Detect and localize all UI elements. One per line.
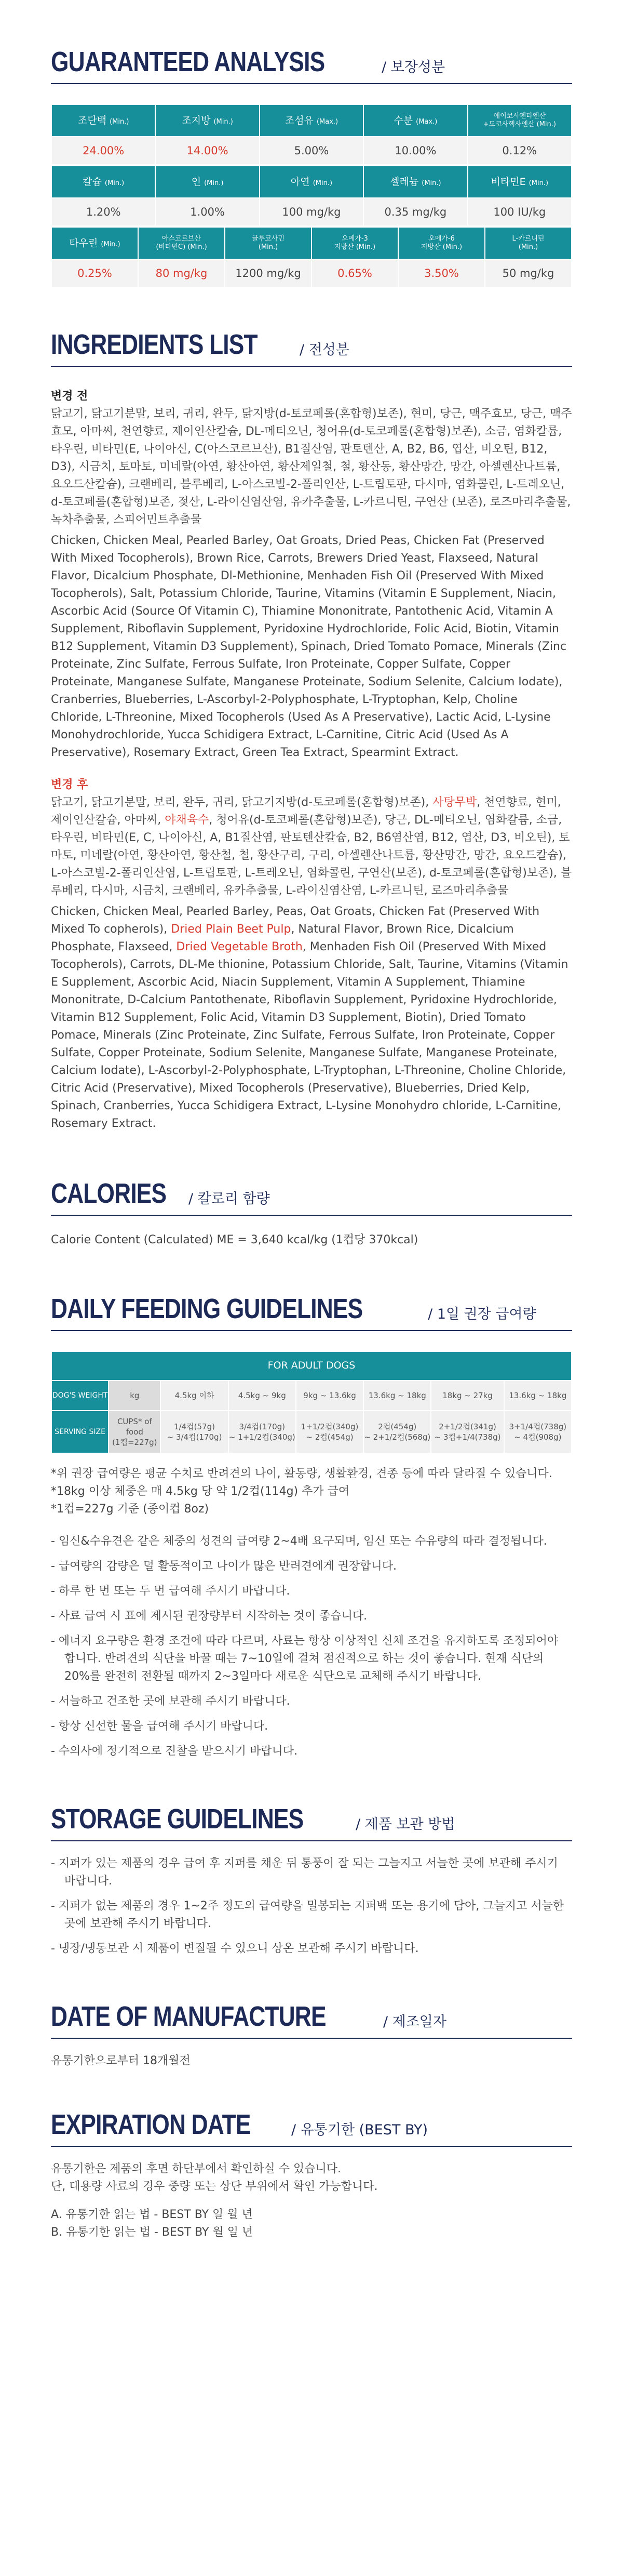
ga-value: 1.00% <box>155 198 259 226</box>
feeding-notes <box>51 1465 572 1518</box>
ga-value: 100 IU/kg <box>468 198 572 226</box>
before-ingredients-en: Chicken, Chicken Meal, Pearled Barley, Oat Groats, Dried Peas, Chicken Fat (Preserved With Mixed Tocopherols), Brown Rice, Carrots, Brewers Dried Yeast, Flaxseed, Natural Flavor, Dicalcium Phosphate, Dl-Methionine, Menhaden Fish Oil (Preserved With Mixed Tocopherols), Salt, Potassium Chloride, Taurine, Vitamins (Vitamin E Supplement, Niacin, Ascorbic Acid (Source Of Vitamin C), Thiamine Mononitrate, Pantothenic Acid, Vitamin A Supplement, Riboflavin Supplement, Pyridoxine Hydrochloride, Folic Acid, Biotin, Vitamin B12 Supplement, Vitamin D3 Supplement), Spinach, Dried Tomato Pomace, Minerals (Zinc Proteinate, Zinc Sulfate, Ferrous Sulfate, Iron Proteinate, Copper Sulfate, Copper Proteinate, Manganese Sulfate, Manganese Proteinate, Sodium Selenite, Calcium Iodate), Cranberries, Blueberries, L-Ascorbyl-2-Polyphosphate, L-Tryptophan, Kelp, Choline Chloride, L-Threonine, Mixed Tocopherols (Used As A Preservative), Lactic Acid, L-Lysine Monohydrochloride, Yucca Schidigera Extract, L-Carnitine, Citric Acid (Used As A Preservative), Rosemary Extract, Green Tea Extract, Spearmint Extract. <box>51 534 567 759</box>
section-subtitle: / 1일 권장 급여량 <box>428 1306 536 1322</box>
weight-cell: 13.6kg ~ 18kg <box>363 1380 431 1411</box>
changed-ingredient: 야채육수 <box>165 814 209 827</box>
list-item: - 에너지 요구량은 환경 조건에 따라 다르며, 사료는 항상 이상적인 신체 조건을 유지하도록 조정되어야 합니다. 반려견의 식단을 바꿀 때는 7~10일에 걸쳐 점진적으로 하는 것이 좋습니다. 현재 식단의 20%를 완전히 전환될 때까지 2~3일마다 새로운 식단으로 교체해 주시기 바랍니다. <box>51 1635 559 1683</box>
ga-value: 0.25% <box>51 259 138 287</box>
guaranteed-analysis-header <box>51 48 572 84</box>
ga-value: 50 mg/kg <box>485 259 572 287</box>
serving-size-label: SERVING SIZE <box>51 1411 109 1453</box>
ga-header: 오메가-3 지방산 (Min.) <box>312 227 398 259</box>
feeding-table-title: FOR ADULT DOGS <box>51 1351 572 1380</box>
feeding-table <box>51 1351 572 1454</box>
serving-cell: 2컵(454g) ~ 2+1/2컵(568g) <box>363 1411 431 1453</box>
guaranteed-analysis-table-row-3 <box>51 227 572 288</box>
ga-value: 5.00% <box>260 137 363 165</box>
serving-cell: 3+1/4컵(738g) ~ 4컵(908g) <box>504 1411 572 1453</box>
ga-value: 80 mg/kg <box>138 259 225 287</box>
ga-value: 0.35 mg/kg <box>363 198 467 226</box>
ga-value: 14.00% <box>155 137 259 165</box>
before-label: 변경 전 <box>51 390 88 403</box>
guaranteed-analysis-table-row-2 <box>51 165 572 227</box>
ga-header: 조단백 (Min.) <box>51 104 155 137</box>
list-item: - 수의사에 정기적으로 진찰을 받으시기 바랍니다. <box>51 1745 297 1758</box>
list-item: - 임신&수유견은 같은 체중의 성견의 급여량 2~4배 요구되며, 임신 또는 수유량의 따라 결정됩니다. <box>51 1535 547 1548</box>
expiration-section <box>51 2070 572 2241</box>
section-title: INGREDIENTS LIST <box>51 329 258 360</box>
after-ingredients-en: Chicken, Chicken Meal, Pearled Barley, Peas, Oat Groats, Chicken Fat (Preserved With Mixed To copherols), Dried Plain Beet Pulp, Natural Flavor, Brown Rice, Dicalcium Phosphate, Flaxseed, Dried Vegetable Broth, Menhaden Fish Oil (Preserved With Mixed Tocopherols), Carrots, DL-Me thionine, Potassium Chloride, Salt, Taurine, Vitamins (Vitamin E Supplement, Ascorbic Acid, Niacin Supplement, Vitamin A Supplement, Thiamine Mononitrate, D-Calcium Pantothenate, Riboflavin Supplement, Pyridoxine Hydrochloride, Vitamin B12 Supplement, Folic Acid, Vitamin D3 Supplement, Biotin), Dried Tomato Pomace, Minerals (Zinc Proteinate, Zinc Sulfate, Ferrous Sulfate, Iron Proteinate, Copper Sulfate, Copper Proteinate, Sodium Selenite, Manganese Sulfate, Manganese Proteinate, Calcium Iodate), L-Ascorbyl-2-Polyphosphate, L-Tryptophan, L-Threonine, Choline Chloride, Citric Acid (Preservative), Mixed Tocopherols (Preservative), Blueberries, Dried Kelp, Spinach, Cranberries, Yucca Schidigera Extract, L-Lysine Monohydro chloride, L-Carnitine, Rosemary Extract. <box>51 905 568 1130</box>
ga-header: 인 (Min.) <box>155 166 259 198</box>
section-subtitle: / 보장성분 <box>382 59 445 75</box>
ga-header: L-카르니틴 (Min.) <box>485 227 572 259</box>
manufacture-header <box>51 2002 572 2039</box>
calories-header <box>51 1179 572 1216</box>
after-ingredients-ko: 닭고기, 닭고기분말, 보리, 완두, 귀리, 닭고기지방(d-토코페롤(혼합형)보존), 사탕무박, 천연향료, 현미, 제이인산칼슘, 아마씨, 야채육수, 청어유(d-토코페롤(혼합형)보존), 당근, DL-메티오닌, 염화칼륨, 소금, 타우린, 비타민(E, C, 나이아신, A, B1질산염, 판토텐산칼슘, B2, B6염산염, B12, 엽산, D3, 비오틴), 토마토, 미네랄(아연, 황산아연, 황산철, 철, 황산구리, 구리, 아셀렌산나트륨, 황산망간, 망간, 요오드칼슘), L-아스코빌-2-폴리인산염, L-트립토판, L-트레오닌, 염화콜린, 구연산(보존), d-토코페롤(혼합형)보존), 블루베리, 다시마, 시금치, 크랜베리, 유카추출물, L-라이신염산염, L-카르니틴, 로즈마리추출물 <box>51 796 572 897</box>
ga-value: 0.12% <box>468 137 572 165</box>
section-title: CALORIES <box>51 1178 167 1209</box>
changed-ingredient: 사탕무박 <box>432 796 477 809</box>
ga-value: 24.00% <box>51 137 155 165</box>
ga-header: 아스코르브산 (비타민C) (Min.) <box>138 227 225 259</box>
ingredients-section <box>51 288 572 1133</box>
feeding-bullets <box>51 1533 572 1760</box>
weight-cell: 4.5kg 이하 <box>160 1380 228 1411</box>
expiration-line: 유통기한은 제품의 후면 하단부에서 확인하실 수 있습니다. <box>51 2162 342 2175</box>
serving-cell: 3/4컵(170g) ~ 1+1/2컵(340g) <box>228 1411 296 1453</box>
section-subtitle: / 제조일자 <box>383 2013 446 2030</box>
weight-cell: 13.6kg ~ 18kg <box>504 1380 572 1411</box>
section-subtitle: / 전성분 <box>300 341 349 358</box>
list-item: - 지퍼가 없는 제품의 경우 1~2주 정도의 급여량을 밀봉되는 지퍼백 또는 용기에 담아, 그늘지고 서늘한 곳에 보관해 주시기 바랍니다. <box>51 1900 564 1930</box>
storage-bullets <box>51 1855 572 1958</box>
ingredients-header <box>51 330 572 367</box>
ga-header: 수분 (Max.) <box>363 104 467 137</box>
changed-ingredient: Dried Plain Beet Pulp <box>171 923 291 936</box>
feeding-header <box>51 1295 572 1331</box>
section-title: DAILY FEEDING GUIDELINES <box>51 1293 363 1324</box>
serving-cell: 1/4컵(57g) ~ 3/4컵(170g) <box>160 1411 228 1453</box>
section-subtitle: / 제품 보관 방법 <box>356 1816 455 1833</box>
ga-value: 3.50% <box>398 259 485 287</box>
ga-value: 10.00% <box>363 137 467 165</box>
list-item: - 지퍼가 있는 제품의 경우 급여 후 지퍼를 채운 뒤 통풍이 잘 되는 그늘지고 서늘한 곳에 보관해 주시기 바랍니다. <box>51 1857 558 1888</box>
feeding-note: *위 권장 급여량은 평균 수치로 반려견의 나이, 활동량, 생활환경, 견종 등에 따라 달라질 수 있습니다. <box>51 1467 552 1480</box>
feeding-section <box>51 1249 572 1760</box>
ga-header: 셀레늄 (Min.) <box>363 166 467 198</box>
guaranteed-analysis-section <box>51 0 572 288</box>
storage-header <box>51 1805 572 1841</box>
manufacture-section <box>51 1965 572 2070</box>
best-by-format-b: B. 유통기한 읽는 법 - BEST BY 월 일 년 <box>51 2226 253 2239</box>
section-title: STORAGE GUIDELINES <box>51 1803 304 1835</box>
section-title: EXPIRATION DATE <box>51 2109 251 2140</box>
before-ingredients-ko: 닭고기, 닭고기분말, 보리, 귀리, 완두, 닭지방(d-토코페롤(혼합형)보존), 현미, 당근, 맥주효모, 당근, 맥주효모, 아마씨, 천연향료, 제이인산칼슘, DL-메티오닌, 청어유(d-토코페롤(혼합형)보존), 소금, 염화칼륨, 타우린, 비타민(E, 나이아신, C(아스코르브산), B1질산염, 판토텐산, A, B2, B6, 엽산, 비오틴, B12, D3), 시금치, 토마토, 미네랄(아연, 황산아연, 황산제일철, 철, 황산동, 황산망간, 망간, 아셀렌산나트륨, 요오드산칼슘), 크랜베리, 블루베리, L-아스코빌-2-폴리인산, L-트립토판, 다시마, 염화콜린, L-트레오닌, d-토코페롤(혼합형)보존, 젖산, L-라이신염산염, 유카추출물, L-카르니틴, 구연산 (보존), 로즈마리추출물,녹차추출물, 스피어민트추출물 <box>51 407 572 526</box>
ga-header: 타우린 (Min.) <box>51 227 138 259</box>
guaranteed-analysis-table-row-1 <box>51 104 572 165</box>
feeding-note: *18kg 이상 체중은 매 4.5kg 당 약 1/2컵(114g) 추가 급여 <box>51 1485 350 1498</box>
section-subtitle: / 유통기한 (BEST BY) <box>291 2121 428 2138</box>
changed-ingredient: Dried Vegetable Broth <box>176 940 303 953</box>
list-item: - 하루 한 번 또는 두 번 급여해 주시기 바랍니다. <box>51 1585 290 1598</box>
ga-value: 0.65% <box>312 259 398 287</box>
weight-cell: 18kg ~ 27kg <box>431 1380 504 1411</box>
expiration-line: 단, 대용량 사료의 경우 중량 또는 상단 부위에서 확인 가능합니다. <box>51 2180 378 2193</box>
calorie-content: Calorie Content (Calculated) ME = 3,640 kcal/kg (1컵당 370kcal) <box>51 1233 418 1246</box>
calories-section <box>51 1133 572 1249</box>
ga-value: 1.20% <box>51 198 155 226</box>
list-item: - 냉장/냉동보관 시 제품이 변질될 수 있으니 상온 보관해 주시기 바랍니다. <box>51 1942 419 1955</box>
serving-cell: 2+1/2컵(341g) ~ 3컵+1/4(738g) <box>431 1411 504 1453</box>
storage-section <box>51 1768 572 1958</box>
best-by-format-a: A. 유통기한 읽는 법 - BEST BY 일 월 년 <box>51 2208 253 2221</box>
expiration-header <box>51 2110 572 2147</box>
ga-value: 100 mg/kg <box>260 198 363 226</box>
ga-header: 글루코사민 (Min.) <box>225 227 312 259</box>
list-item: - 사료 급여 시 표에 제시된 권장량부터 시작하는 것이 좋습니다. <box>51 1610 368 1623</box>
section-title: GUARANTEED ANALYSIS <box>51 46 325 77</box>
ga-header: 에이코사펜타엔산 +도코사헥사엔산 (Min.) <box>468 104 572 137</box>
cups-label: CUPS* of food (1컵=227g) <box>109 1411 160 1453</box>
weight-cell: 9kg ~ 13.6kg <box>296 1380 363 1411</box>
section-subtitle: / 칼로리 함량 <box>188 1190 270 1207</box>
list-item: - 항상 신선한 물을 급여해 주시기 바랍니다. <box>51 1720 268 1733</box>
manufacture-text: 유통기한으로부터 18개월전 <box>51 2054 191 2067</box>
feeding-note: *1컵=227g 기준 (종이컵 8oz) <box>51 1503 209 1516</box>
list-item: - 서늘하고 건조한 곳에 보관해 주시기 바랍니다. <box>51 1695 290 1708</box>
after-label: 변경 후 <box>51 778 88 791</box>
dogs-weight-label: DOG'S WEIGHT <box>51 1380 109 1411</box>
ga-header: 조섬유 (Max.) <box>260 104 363 137</box>
ga-header: 조지방 (Min.) <box>155 104 259 137</box>
ga-value: 1200 mg/kg <box>225 259 312 287</box>
ga-header: 비타민E (Min.) <box>468 166 572 198</box>
ga-header: 칼슘 (Min.) <box>51 166 155 198</box>
kg-label: kg <box>109 1380 160 1411</box>
weight-cell: 4.5kg ~ 9kg <box>228 1380 296 1411</box>
ga-header: 오메가-6 지방산 (Min.) <box>398 227 485 259</box>
list-item: - 급여량의 감량은 덜 활동적이고 나이가 많은 반려견에게 권장합니다. <box>51 1560 397 1573</box>
serving-cell: 1+1/2컵(340g) ~ 2컵(454g) <box>296 1411 363 1453</box>
section-title: DATE OF MANUFACTURE <box>51 2001 326 2032</box>
ga-header: 아연 (Min.) <box>260 166 363 198</box>
